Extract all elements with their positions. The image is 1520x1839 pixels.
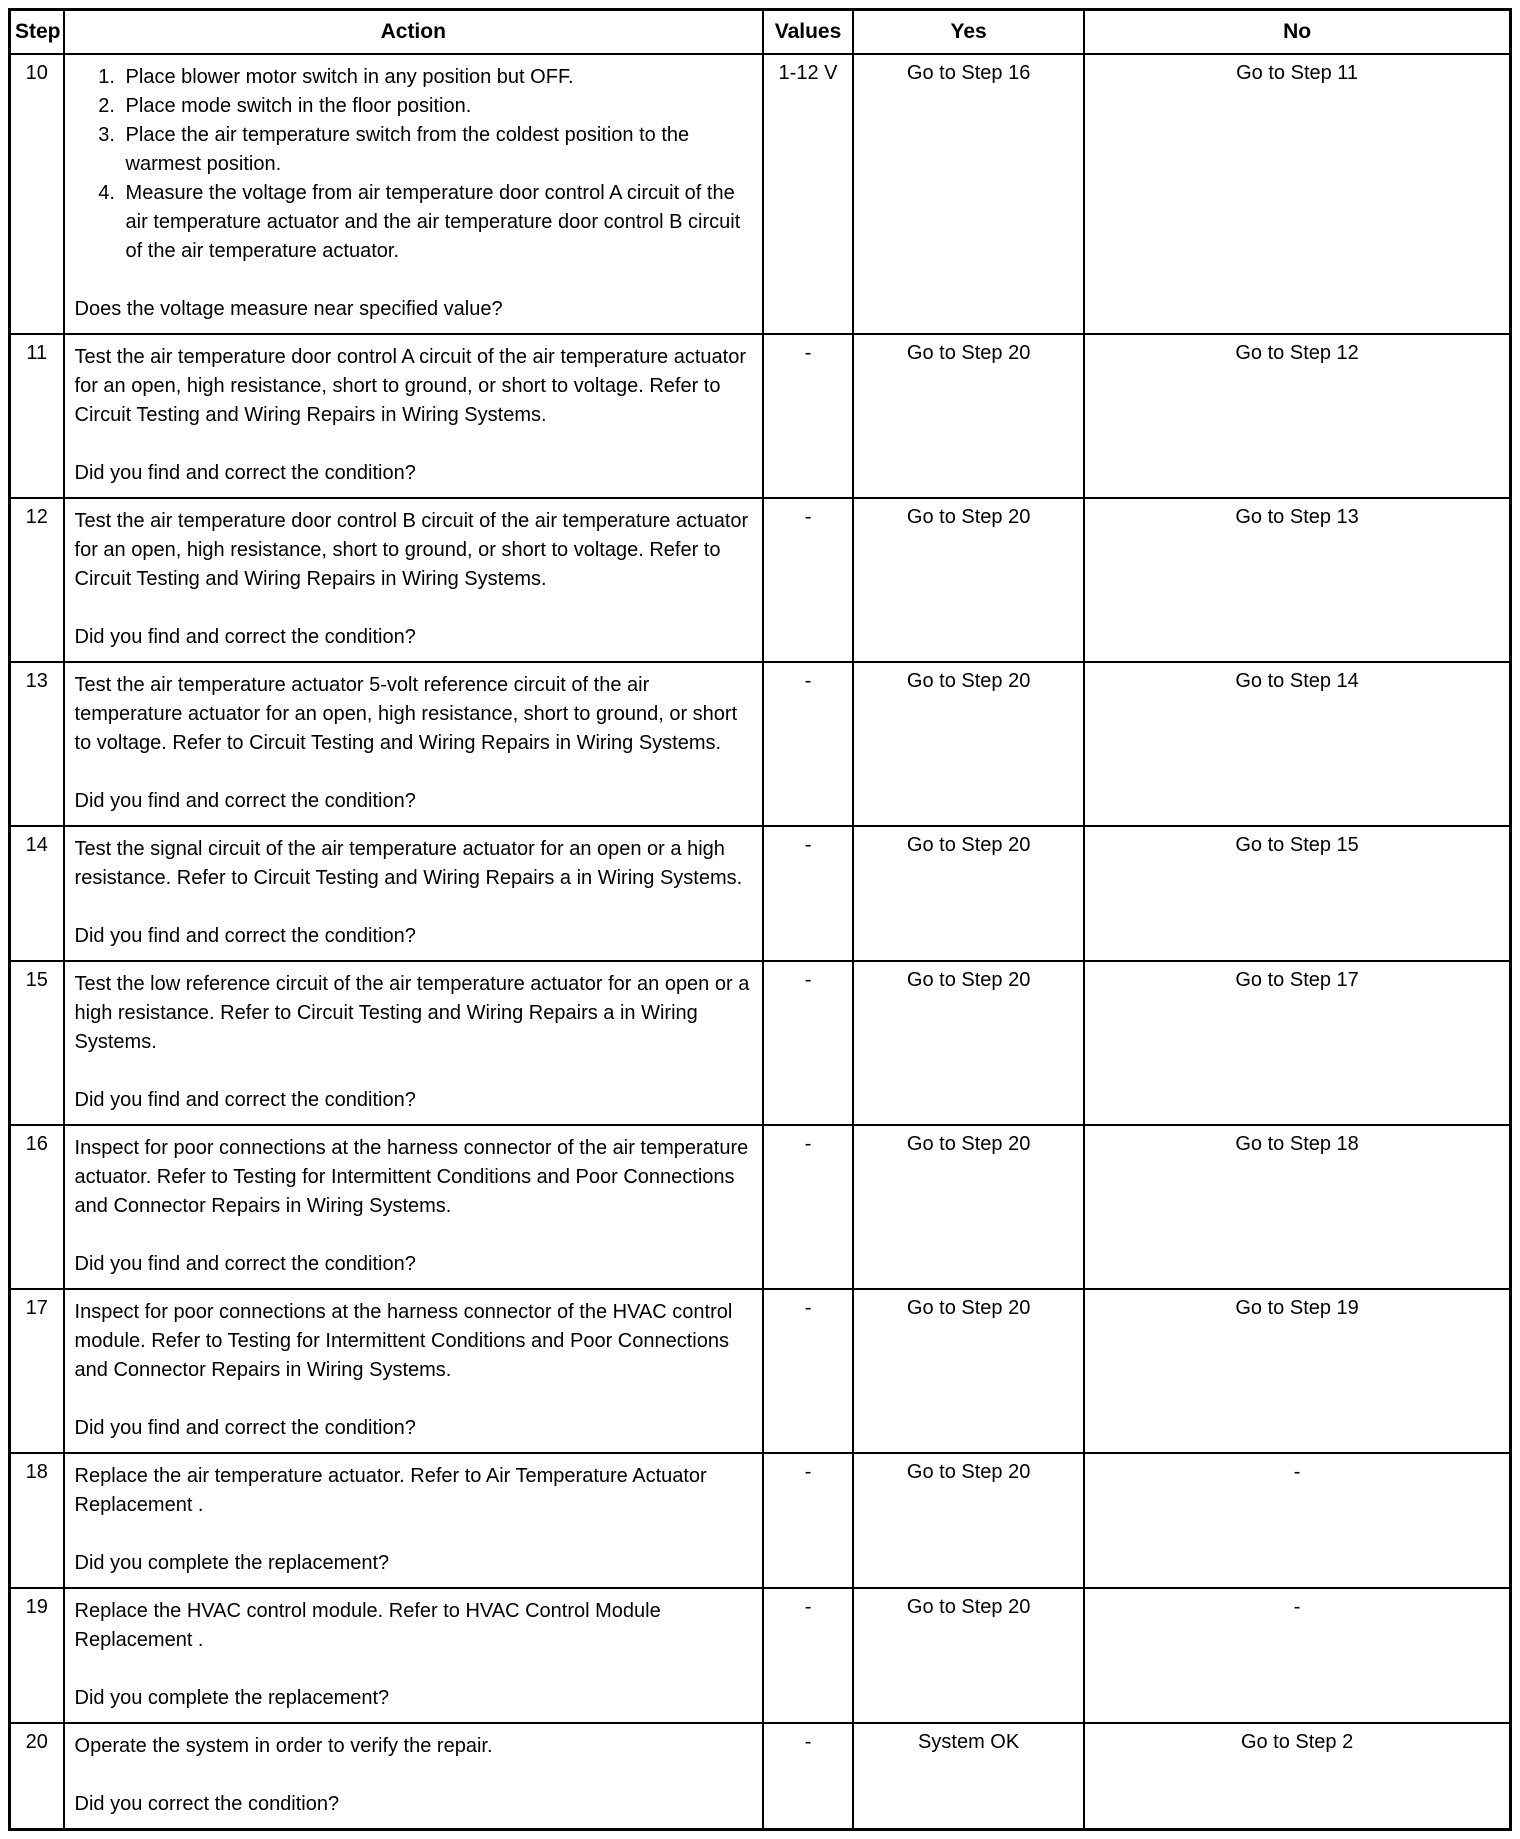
values-cell [763,1453,853,1588]
column-header-no: No [1084,10,1510,55]
no-result-text: - [1293,1461,1301,1484]
action-cell [64,662,763,826]
yes-result-text: Go to Step 20 [906,1133,1031,1156]
action-list-item: 3. Place the air temperature switch from the coldest position to the warmest position. [121,121,752,179]
step-cell [10,826,64,961]
no-cell [1084,1125,1510,1289]
step-cell [10,961,64,1125]
table-row [10,1588,1511,1723]
column-header-step: Step [10,10,64,55]
table-row [10,1125,1511,1289]
action-text: Replace the air temperature actuator. Refer to Air Temperature Actuator Replacement . [74,1465,707,1517]
values-text: - [804,670,812,693]
action-text: Test the air temperature door control B circuit of the air temperature actuator for an open, high resistance, short to ground, or short to voltage. Refer to Circuit Testing and Wiring Repairs in Wiring Systems. [74,510,749,591]
action-text: Test the air temperature door control A circuit of the air temperature actuator for an open, high resistance, short to ground, or short to voltage. Refer to Circuit Testing and Wiring Repairs in Wiring Systems. [74,346,746,427]
action-cell [64,1125,763,1289]
yes-cell [853,498,1084,662]
values-cell [763,498,853,662]
step-cell [10,662,64,826]
action-question: Did you find and correct the condition? [74,1253,416,1276]
no-cell [1084,498,1510,662]
yes-result-text: Go to Step 20 [906,1297,1031,1320]
action-text: Replace the HVAC control module. Refer to HVAC Control Module Replacement . [74,1600,661,1652]
action-text: Test the low reference circuit of the air temperature actuator for an open or a high resistance. Refer to Circuit Testing and Wiring Repairs a in Wiring Systems. [74,973,750,1054]
values-text: - [804,1297,812,1320]
table-row [10,54,1511,334]
no-result-text: Go to Step 17 [1235,969,1359,992]
values-text: - [804,834,812,857]
no-result-text: - [1293,1596,1301,1619]
yes-cell [853,961,1084,1125]
values-cell [763,54,853,334]
step-number: 19 [25,1596,48,1619]
yes-result-text: System OK [918,1731,1020,1754]
step-cell [10,1723,64,1830]
action-list-item: 4. Measure the voltage from air temperature door control A circuit of the air temperature actuator and the air temperature door control B circuit of the air temperature actuator. [121,179,752,266]
values-cell [763,961,853,1125]
action-list [75,63,752,266]
yes-cell [853,1453,1084,1588]
yes-cell [853,826,1084,961]
step-number: 12 [25,506,48,529]
no-cell [1084,1453,1510,1588]
table-row [10,1289,1511,1453]
yes-cell [853,1588,1084,1723]
yes-cell [853,1289,1084,1453]
action-question: Did you correct the condition? [74,1793,340,1816]
action-cell [64,54,763,334]
step-cell [10,1588,64,1723]
yes-cell [853,662,1084,826]
column-header-action: Action [64,10,763,55]
action-text: Inspect for poor connections at the harness connector of the HVAC control module. Refer to Testing for Intermittent Conditions and Poor Connections and Connector Repairs in Wiring Systems. [74,1301,733,1382]
no-result-text: Go to Step 13 [1235,506,1359,529]
table-row [10,334,1511,498]
yes-result-text: Go to Step 20 [906,969,1031,992]
yes-result-text: Go to Step 20 [906,506,1031,529]
action-cell [64,1453,763,1588]
no-cell [1084,1588,1510,1723]
step-number: 11 [26,342,48,365]
no-result-text: Go to Step 2 [1240,1731,1354,1754]
table-row [10,961,1511,1125]
values-text: - [804,1596,812,1619]
table-body [10,54,1511,1830]
column-header-yes: Yes [853,10,1084,55]
no-cell [1084,662,1510,826]
values-text: - [804,1461,812,1484]
step-number: 15 [25,969,48,992]
step-cell [10,334,64,498]
values-cell [763,1723,853,1830]
step-cell [10,54,64,334]
action-cell [64,1588,763,1723]
values-text: - [804,1731,812,1754]
table-row [10,1723,1511,1830]
yes-cell [853,334,1084,498]
step-number: 17 [25,1297,48,1320]
yes-cell [853,54,1084,334]
step-number: 13 [25,670,48,693]
table-row [10,826,1511,961]
values-cell [763,826,853,961]
yes-cell [853,1723,1084,1830]
action-question: Does the voltage measure near specified value? [74,298,503,321]
no-cell [1084,1289,1510,1453]
action-cell [64,961,763,1125]
action-question: Did you complete the replacement? [74,1552,390,1575]
values-text: - [804,1133,812,1156]
step-cell [10,1125,64,1289]
action-question: Did you complete the replacement? [74,1687,390,1710]
action-list-item: 2. Place mode switch in the floor position. [121,92,752,121]
values-cell [763,1289,853,1453]
values-text: - [804,342,812,365]
step-cell [10,1453,64,1588]
action-cell [64,1723,763,1830]
values-cell [763,1588,853,1723]
no-cell [1084,961,1510,1125]
step-number: 16 [25,1133,48,1156]
action-cell [64,826,763,961]
values-cell [763,334,853,498]
yes-result-text: Go to Step 20 [906,670,1031,693]
values-cell [763,1125,853,1289]
values-text: - [804,969,812,992]
step-number: 18 [25,1461,48,1484]
action-list-item: 1. Place blower motor switch in any position but OFF. [121,63,752,92]
action-text: Operate the system in order to verify the repair. [74,1735,493,1758]
values-text: 1-12 V [778,62,838,85]
no-cell [1084,54,1510,334]
action-cell [64,1289,763,1453]
step-number: 10 [25,62,48,85]
yes-result-text: Go to Step 20 [906,834,1031,857]
action-question: Did you find and correct the condition? [74,1089,416,1112]
step-number: 20 [25,1731,48,1754]
yes-result-text: Go to Step 20 [906,1461,1031,1484]
no-result-text: Go to Step 15 [1235,834,1359,857]
no-cell [1084,334,1510,498]
yes-cell [853,1125,1084,1289]
yes-result-text: Go to Step 20 [906,342,1031,365]
no-result-text: Go to Step 18 [1235,1133,1359,1156]
no-cell [1084,1723,1510,1830]
no-result-text: Go to Step 14 [1235,670,1359,693]
no-result-text: Go to Step 12 [1235,342,1359,365]
no-result-text: Go to Step 19 [1235,1297,1359,1320]
action-question: Did you find and correct the condition? [74,1417,416,1440]
no-result-text: Go to Step 11 [1236,62,1359,85]
action-cell [64,334,763,498]
action-question: Did you find and correct the condition? [74,626,416,649]
table-row [10,498,1511,662]
action-question: Did you find and correct the condition? [74,925,416,948]
action-text: Test the signal circuit of the air temperature actuator for an open or a high resistance. Refer to Circuit Testing and Wiring Repairs a in Wiring Systems. [74,838,743,890]
step-number: 14 [25,834,48,857]
table-row [10,1453,1511,1588]
step-cell [10,498,64,662]
step-cell [10,1289,64,1453]
yes-result-text: Go to Step 20 [906,1596,1031,1619]
action-question: Did you find and correct the condition? [74,462,416,485]
header-row [10,10,1511,55]
table-row [10,662,1511,826]
action-text: Inspect for poor connections at the harness connector of the air temperature actuator. Refer to Testing for Intermittent Conditions and Poor Connections and Connector Repairs in Wiring Systems. [74,1137,749,1218]
action-cell [64,498,763,662]
diagnostic-table [8,8,1512,1831]
values-cell [763,662,853,826]
action-text: Test the air temperature actuator 5-volt reference circuit of the air temperature actuator for an open, high resistance, short to ground, or short to voltage. Refer to Circuit Testing and Wiring Repairs in Wiring Systems. [74,674,738,755]
yes-result-text: Go to Step 16 [906,62,1031,85]
no-cell [1084,826,1510,961]
action-question: Did you find and correct the condition? [74,790,416,813]
column-header-values: Values [763,10,853,55]
values-text: - [804,506,812,529]
